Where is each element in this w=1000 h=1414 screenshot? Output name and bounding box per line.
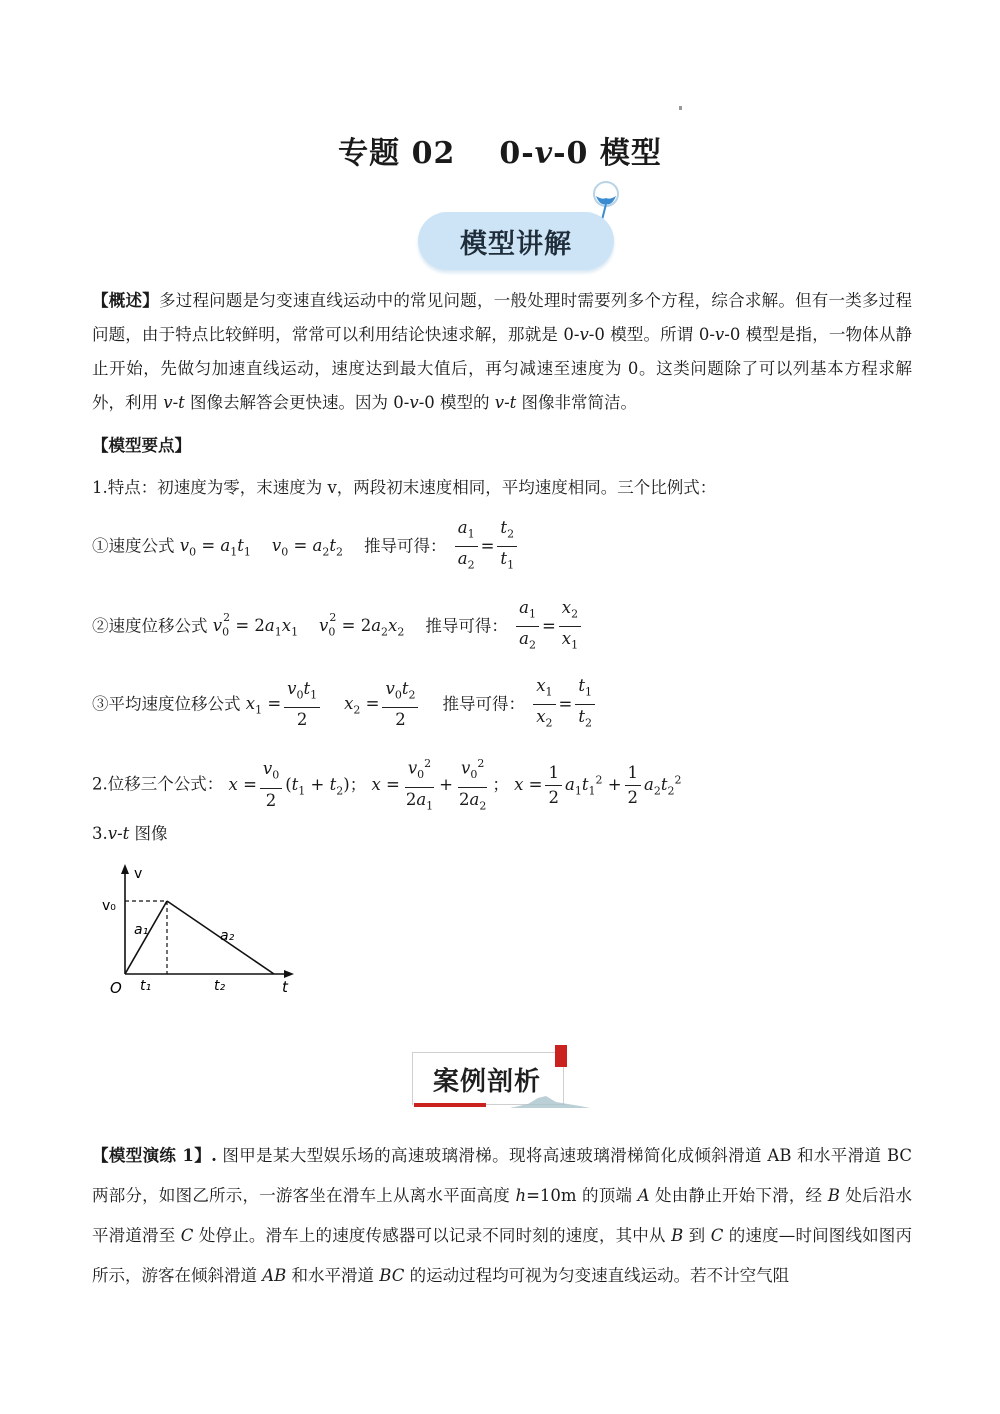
point-3-vt: v-t: [107, 824, 130, 843]
point-3-suffix: 图像: [129, 824, 168, 843]
vt-graph: [92, 862, 302, 1002]
formula-1: ①速度公式 $v_0 = a_1t_1$ $v_0 = a_2t_2$ 推导可得： $\frac{a_1}{a_2}$ = $\frac{t_2}{t_1}$: [92, 518, 520, 576]
formula-label: ②速度位移公式: [92, 616, 208, 636]
exercise-text: 到: [683, 1226, 711, 1245]
key-points-heading: 【模型要点】: [92, 436, 191, 455]
point-1: 1.特点：初速度为零，末速度为 v，两段初末速度相同，平均速度相同。三个比例式：: [92, 478, 717, 497]
exercise-label: 【模型演练 1】.: [92, 1146, 217, 1165]
overview-text: v-t: [494, 393, 517, 412]
scan-speck: [679, 106, 682, 110]
exercise-text: 处由静止开始下滑，经: [649, 1186, 828, 1205]
t-axis-label: t: [282, 978, 288, 996]
overview-text: 多过程问题是匀变速直线运动中的常见问题，一般处理时需要列多个方程，综合求解。但有一类多过程问题，由于特点比较鲜明，常常可以利用结论快速求解，那就是 0-: [92, 291, 913, 344]
point-3: [92, 820, 168, 844]
overview-text: v: [714, 325, 725, 344]
derive-label: 推导可得：: [364, 536, 447, 556]
exercise-text: h: [515, 1186, 527, 1205]
overview-label: 【概述】: [92, 291, 159, 310]
mountain-decoration-icon: [510, 1094, 590, 1110]
exercise-paragraph: [92, 1136, 912, 1296]
exercise-text: 的速度—时间图线如图丙所示，游客在倾斜滑道: [92, 1226, 912, 1285]
exercise-text: 的运动过程均可视为匀变速直线运动。若不计空气阻: [404, 1266, 790, 1285]
exercise-text: A: [637, 1186, 650, 1205]
fraction: $\frac{a_1}{a_2}$: [455, 518, 478, 576]
exercise-text: =10m 的顶端: [526, 1186, 638, 1205]
exercise-text: C: [180, 1226, 194, 1245]
overview-text: v: [579, 325, 589, 344]
exercise-text: B: [827, 1186, 840, 1205]
title-prefix: 专题 02: [338, 136, 456, 171]
banner-label: 模型讲解: [460, 228, 572, 260]
formula-2: ②速度位移公式 $v_0^2 = 2a_1x_1$ $v_0^2 = 2a_2x_2$ 推导可得： $\frac{a_1}{a_2}$ = $\frac{x_2}{x_1}$: [92, 598, 584, 656]
derive-label: 推导可得：: [425, 616, 508, 636]
banner-red-underline: [414, 1103, 486, 1107]
overview-text: -0 模型的: [418, 393, 495, 412]
fraction: $\frac{x_2}{x_1}$: [559, 598, 581, 656]
fraction: $\frac{t_2}{t_1}$: [497, 518, 517, 576]
t-axis-arrow: [284, 970, 294, 978]
overview-text: -0 模型。所谓 0-: [588, 325, 715, 344]
banner-red-accent: [555, 1045, 567, 1067]
title-suffix: -0 模型: [553, 136, 662, 171]
origin-label: O: [110, 979, 122, 997]
derive-label: 推导可得：: [442, 694, 525, 714]
v-axis-arrow: [121, 864, 129, 874]
formula-expression: x = $\frac{v_0}{2}$ $(t_1 + t_2)$； x = $\frac{v_0^2}{2a_1}$ + $\frac{v_0^2}{2a_2}$ ； x = $\frac{1}{2}$ $a_1t_1^2$ + $\frac{1}{2}$ $a_2t_2^2$: [229, 775, 682, 794]
t2-label: t₂: [214, 978, 226, 994]
fraction: $\frac{a_1}{a_2}$: [516, 598, 539, 656]
point-2: [92, 754, 682, 816]
t1-label: t₁: [140, 978, 152, 994]
title-v: v: [534, 136, 554, 171]
v-axis-label: v: [134, 866, 143, 882]
formula-expression: $v_0^2 = 2a_1x_1$ $v_0^2 = 2a_2x_2$: [212, 610, 405, 639]
exercise-text: 处停止。滑车上的速度传感器可以记录不同时刻的速度，其中从: [193, 1226, 672, 1245]
formula-expression: $x_1$ = $\frac{v_0t_1}{2}$ $x_2$ = $\frac{v_0t_2}{2}$: [246, 694, 422, 713]
a2-label: a₂: [220, 928, 235, 944]
overview-text: -0 模型是指，一物体从静止开始，先做匀加速直线运动，速度达到最大值后，再匀减速至速度为 0。这类问题除了可以列基本方程求解外，利用: [92, 325, 912, 412]
banner-label: 案例剖析: [433, 1067, 542, 1097]
exercise-text: AB: [262, 1266, 287, 1285]
overview-text: 图像非常简洁。: [516, 393, 638, 412]
overview-text: v: [409, 393, 419, 412]
title-model: 0-: [499, 136, 535, 171]
v0-label: v₀: [102, 898, 116, 914]
formula-expression: $v_0 = a_1t_1$ $v_0 = a_2t_2$: [179, 536, 344, 559]
exercise-text: BC: [379, 1266, 405, 1285]
overview-text: 图像去解答会更快速。因为 0-: [184, 393, 410, 412]
formula-label: ③平均速度位移公式: [92, 694, 241, 714]
fraction: $\frac{t_1}{t_2}$: [575, 676, 595, 734]
page-title: [0, 128, 1000, 172]
point-2-label: 2.位移三个公式：: [92, 774, 224, 794]
fraction: $\frac{x_1}{x_2}$: [533, 676, 555, 734]
exercise-text: 处后沿水平滑道滑至: [92, 1186, 912, 1245]
exercise-text: C: [710, 1226, 724, 1245]
exercise-text: 和水平滑道: [286, 1266, 380, 1285]
overview-text: v-t: [163, 393, 185, 412]
point-3-prefix: 3.: [92, 824, 108, 843]
a1-label: a₁: [134, 922, 149, 938]
overview-paragraph: [92, 284, 912, 420]
formula-3: ③平均速度位移公式 $x_1$ = $\frac{v_0t_1}{2}$ $x_2$ = $\frac{v_0t_2}{2}$ 推导可得： $\frac{x_1}{x_2}$ = $\frac{t_1}{t_2}$: [92, 676, 598, 734]
formula-label: ①速度公式: [92, 536, 175, 556]
exercise-text: 图甲是某大型娱乐场的高速玻璃滑梯。现将高速玻璃滑梯简化成倾斜滑道 AB 和水平滑道 BC 两部分，如图乙所示，一游客坐在滑车上从离水平面高度: [92, 1146, 912, 1205]
section-banner-model-explanation: [418, 212, 614, 270]
exercise-text: B: [671, 1226, 684, 1245]
